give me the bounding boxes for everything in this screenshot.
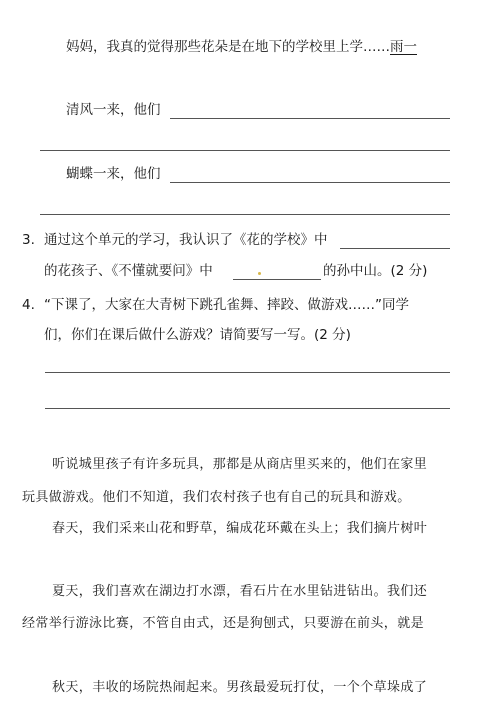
q2-line3-blank xyxy=(170,182,450,183)
q2-line1-text: 妈妈，我真的觉得那些花朵是在地下的学校里上学…… xyxy=(66,39,390,55)
q2-line2-prefix: 清风一来，他们 xyxy=(66,102,161,118)
q4-number: 4. xyxy=(22,297,35,313)
passage-p3-line1: 夏天，我们喜欢在湖边打水漂，看石片在水里钻进钻出。我们还 xyxy=(52,584,428,599)
q2-line1-underlined: 雨一 xyxy=(390,39,417,55)
passage-p4-line1: 秋天，丰收的场院热闹起来。男孩最爱玩打仗，一个个草垛成了 xyxy=(52,680,428,695)
q3-line1-text: 通过这个单元的学习，我认识了《花的学校》中 xyxy=(44,232,328,248)
q4-answer-line-1 xyxy=(45,372,450,373)
q3-line2-a: 的花孩子、《不懂就要问》中 xyxy=(44,263,213,279)
passage-p1-line1: 听说城里孩子有许多玩具，那都是从商店里买来的，他们在家里 xyxy=(52,457,428,472)
passage-p2-line1: 春天，我们采来山花和野草，编成花环戴在头上；我们摘片树叶 xyxy=(52,521,428,536)
q4-line2: 们，你们在课后做什么游戏？请简要写一写。(2 分) xyxy=(44,327,351,343)
passage-p3-line2: 经常举行游泳比赛，不管自由式，还是狗刨式，只要游在前头，就是 xyxy=(22,616,425,631)
q2-line1 xyxy=(66,38,417,56)
q2-answer-line-1 xyxy=(40,150,450,151)
q3-blank-2 xyxy=(233,279,321,280)
q3-line1 xyxy=(22,231,328,249)
q4-line1-text: “下课了，大家在大青树下跳孔雀舞、摔跤、做游戏……”同学 xyxy=(44,297,409,313)
q2-answer-line-2 xyxy=(40,214,450,215)
q3-number: 3. xyxy=(22,232,35,248)
q3-blank-1 xyxy=(340,248,450,249)
q4-answer-line-2 xyxy=(45,408,450,409)
ink-speck xyxy=(258,272,261,275)
q4-line1 xyxy=(22,296,409,314)
passage-p1-line2: 玩具做游戏。他们不知道，我们农村孩子也有自己的玩具和游戏。 xyxy=(22,490,411,505)
q3-line2-b: 的孙中山。(2 分) xyxy=(323,263,428,279)
q2-line3-prefix: 蝴蝶一来，他们 xyxy=(66,166,161,182)
q2-line2-blank xyxy=(170,118,450,119)
